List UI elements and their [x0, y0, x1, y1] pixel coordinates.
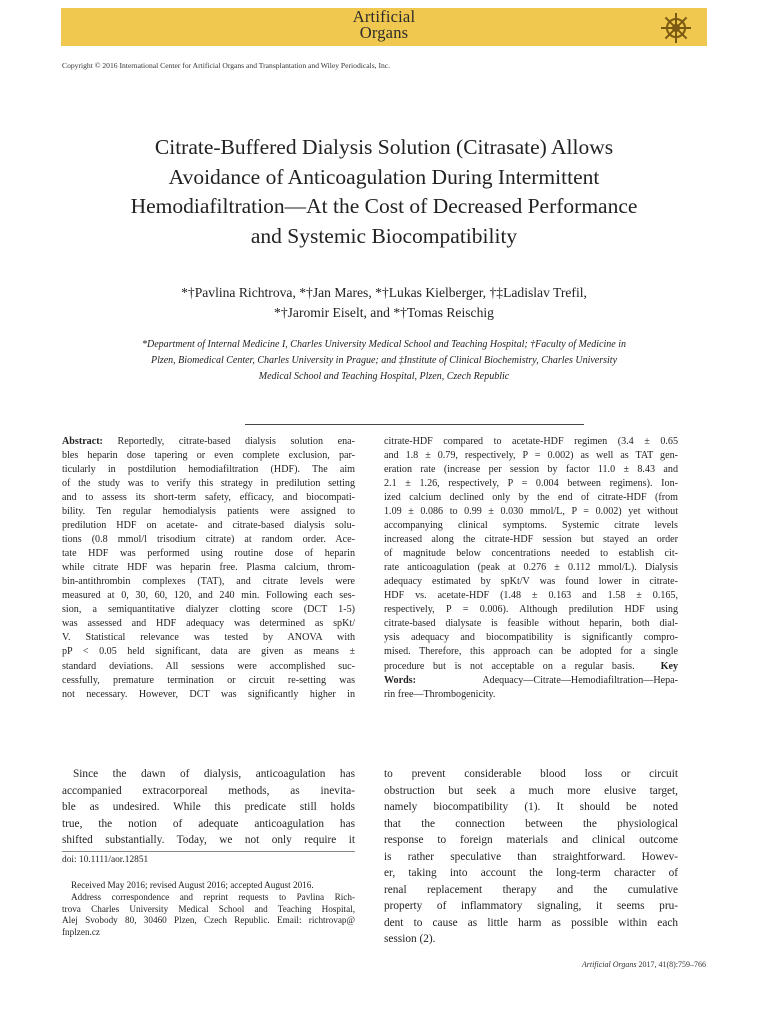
abstract-line: of the study was to verify this strategy in predilution setting	[62, 478, 355, 490]
affiliation-line: Plzen, Biomedical Center, Charles University in Prague; and ‡Institute of Clinical Biochemistry, Charles University	[150, 355, 618, 366]
body-line: property of inflammatory signaling, it seems pru-	[384, 900, 678, 912]
journal-name-line2: Organs	[359, 23, 409, 42]
body-line: response to foreign materials and clinical outcome	[384, 834, 678, 846]
body-right-column	[384, 766, 678, 948]
article-title	[60, 133, 708, 251]
abstract-line: sion, a semiquantitative dialyzer clotting score (DCT 1-5)	[62, 604, 355, 616]
abstract-line: HDF vs. acetate-HDF (1.48 ± 0.163 and 1.58 ± 0.165,	[384, 590, 678, 602]
body-line: session (2).	[384, 933, 436, 945]
affiliation-line: Medical School and Teaching Hospital, Plzen, Czech Republic	[258, 371, 510, 382]
abstract-line: cessfully, premature termination or circuit re-setting was	[62, 674, 355, 686]
journal-name-line1: Artificial	[352, 7, 416, 26]
citation-details: 2017, 41(8):759–766	[638, 960, 706, 969]
citation-journal: Artificial Organs	[581, 960, 637, 969]
abstract-line: of magnitude below concentrations needed to establish cit-	[384, 548, 678, 560]
abstract-line: tions (0.8 mmol/l trisodium citrate) at random order. Ace-	[62, 534, 355, 546]
key-words-line: Words: Adequacy—Citrate—Hemodiafiltration—Hepa-	[384, 674, 678, 686]
footnote-divider	[62, 851, 355, 852]
title-line: Avoidance of Anticoagulation During Intermittent	[168, 164, 600, 189]
journal-banner	[61, 8, 707, 46]
abstract-line: not necessary. However, DCT was significantly higher in	[62, 688, 355, 700]
abstract-line: accompanying clinical symptoms. Systemic citrate levels	[384, 520, 678, 532]
abstract-line: Abstract: Reportedly, citrate-based dialysis solution ena-	[62, 436, 355, 447]
abstract-line: procedure but is not acceptable on a regular basis. Key	[384, 660, 678, 672]
body-line: namely biocompatibility (1). It should be noted	[384, 801, 678, 813]
body-line: dent to cause as little harm as possible within each	[384, 916, 678, 929]
abstract-line: citrate-based dialysate is feasible without heparin, both dial-	[384, 618, 678, 630]
body-line: is rather speculative than straightforward. Howev-	[384, 850, 678, 863]
journal-citation	[582, 960, 706, 969]
footnote-line: fnplzen.cz	[62, 927, 101, 938]
title-line: and Systemic Biocompatibility	[250, 223, 518, 248]
ship-wheel-icon	[659, 11, 693, 45]
abstract-line: adequacy estimated by spKt/V was found lower in citrate-	[384, 576, 678, 588]
title-line: Citrate-Buffered Dialysis Solution (Citrasate) Allows	[154, 135, 614, 159]
affiliation-line: *Department of Internal Medicine I, Charles University Medical School and Teaching Hospital; †Faculty of Medicine in	[142, 339, 626, 350]
title-line: Hemodiafiltration—At the Cost of Decreased Performance	[130, 194, 638, 218]
abstract-line: and 1.8 ± 0.79, respectively, P = 0.002) as well as TAT gen-	[384, 450, 678, 462]
body-line: ble as undesired. While this predicate still holds	[62, 801, 355, 813]
body-line: shifted substantially. Today, we not only require it	[62, 834, 355, 846]
abstract-line: ysis adequacy and biocompatibility is significantly compro-	[384, 632, 678, 644]
footnote-line: trova Charles University Medical School and Teaching Hospital,	[62, 903, 355, 914]
journal-name	[61, 9, 707, 41]
abstract-line: 2.1 ± 1.26, respectively, P = 0.004 between regimens). Ion-	[384, 478, 678, 490]
abstract-line: and to assess its short-term safety, efficacy, and biocompati-	[62, 492, 355, 504]
body-line: true, the notion of adequate anticoagulation has	[62, 817, 355, 830]
body-line: accompanied extracorporeal methods, as inevita-	[62, 784, 355, 797]
abstract-line: eration rate (increase per session by factor 11.0 ± 8.43 and	[384, 464, 678, 476]
affiliations	[60, 337, 708, 385]
abstract-line: bin-antithrombin complexes (TAT), and citrate levels were	[62, 576, 355, 588]
abstract-label: Abstract:	[62, 436, 103, 447]
body-line: to prevent considerable blood loss or circuit	[384, 768, 678, 780]
abstract-line: respectively, P = 0.006). Although predilution HDF using	[384, 604, 678, 616]
body-line: er, taking into account the long-term character of	[384, 867, 678, 879]
abstract-line: 1.09 ± 0.086 to 0.99 ± 0.030 mmol/L, P = 0.002) yet without	[384, 506, 678, 518]
footnote-line: Alej Svobody 80, 30460 Plzen, Czech Republic. Email: richtrovap@	[62, 915, 355, 926]
footnote-line: Received May 2016; revised August 2016; accepted August 2016.	[71, 880, 314, 890]
abstract-left-column	[62, 435, 355, 702]
copyright-notice: Copyright © 2016 International Center for Artificial Organs and Transplantation and Wiley Periodicals, Inc.	[62, 61, 391, 70]
abstract-line: bles heparin dose tapering or even complete exclusion, par-	[62, 450, 355, 462]
body-left-column	[62, 766, 355, 849]
abstract-line: citrate-HDF compared to acetate-HDF regimen (3.4 ± 0.65	[384, 436, 678, 447]
abstract-line: increased along the citrate-HDF session but stayed an order	[384, 534, 678, 546]
abstract-line: rate anticoagulation (peak at 0.276 ± 0.112 mmol/L). Dialysis	[384, 562, 678, 574]
abstract-line: mised. Therefore, this approach can be adopted for a single	[384, 646, 678, 658]
abstract-line: while citrate HDF was heparin free. Plasma calcium, throm-	[62, 562, 355, 574]
body-line: obstruction but seek a much more elusive target,	[384, 784, 678, 797]
abstract-line: tate HDF was performed using routine dose of heparin	[62, 548, 355, 560]
section-divider	[245, 424, 584, 425]
abstract-right-column	[384, 435, 678, 702]
abstract-line: predilution HDF on acetate- and citrate-based dialysis solu-	[62, 520, 355, 532]
doi: doi: 10.1111/aor.12851	[62, 855, 149, 865]
abstract-line: was assessed and HDF adequacy was determined as spKt/	[62, 618, 355, 630]
author-line: *†Jaromir Eiselt, and *†Tomas Reischig	[274, 304, 494, 320]
body-line: renal replacement therapy and the cumulative	[384, 883, 678, 896]
body-line: Since the dawn of dialysis, anticoagulation has	[73, 768, 355, 780]
abstract-line: bility. Ten regular hemodialysis patients were assigned to	[62, 506, 355, 518]
abstract-line: pP < 0.05 held significant, data are given as means ±	[62, 646, 355, 658]
key-words-line: rin free—Thrombogenicity.	[384, 688, 496, 700]
footnote-line: Address correspondence and reprint requests to Pavlina Rich-	[71, 891, 355, 902]
author-list	[60, 283, 708, 322]
abstract-line: ized calcium declined only by the end of citrate-HDF (from	[384, 492, 678, 504]
footnote	[62, 880, 355, 939]
key-words-label: Key	[660, 660, 678, 672]
body-line: that the connection between the physiological	[384, 817, 678, 830]
abstract-line: ticularly in postdilution hemodiafiltration (HDF). The aim	[62, 464, 355, 476]
abstract-line: V. Statistical relevance was tested by ANOVA with	[62, 632, 355, 644]
abstract-line: measured at 0, 30, 60, 120, and 240 min. Following each ses-	[62, 590, 355, 602]
author-line: *†Pavlina Richtrova, *†Jan Mares, *†Lukas Kielberger, †‡Ladislav Trefil,	[181, 285, 587, 300]
abstract-line: standard deviations. All sessions were accomplished suc-	[62, 660, 355, 672]
